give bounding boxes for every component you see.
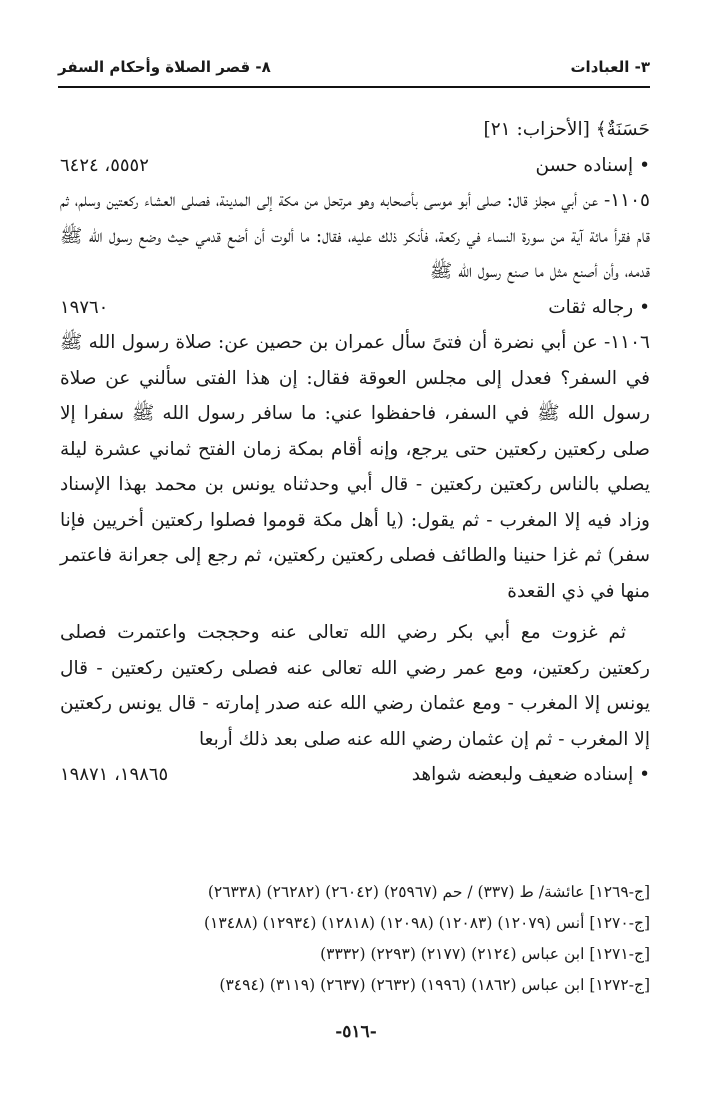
- page-number: -٥١٦-: [335, 1022, 377, 1042]
- verse-end: حَسَنَةٌ﴾ [الأحزاب: ٢١]: [483, 119, 650, 140]
- running-header: [58, 52, 650, 84]
- grade-text: • إسناده حسن: [535, 154, 650, 176]
- reference-numbers: ٥٥٥٢، ٦٤٢٤: [60, 154, 149, 176]
- reference-numbers: ١٩٨٦٥، ١٩٨٧١: [60, 764, 169, 785]
- note-line: [ج-١٢٧٠] أنس (١٢٠٧٩) (١٢٠٨٣) (١٢٠٩٨) (١٢٨١٨) (١٢٩٣٤) (١٣٤٨٨): [203, 914, 650, 932]
- grade-text: • إسناده ضعيف ولبعضه شواهد: [411, 764, 650, 785]
- book-part-title: ٣- العبادات: [570, 58, 650, 76]
- grade-line-2: [60, 290, 650, 326]
- hadith-1106: ١١٠٦- عن أبي نضرة أن فتىً سأل عمران بن حصين عن: صلاة رسول الله ﷺ في السفر؟ فعدل إلى مجلس العوقة فقال: إن هذا الفتى سألني عن صلاة رسول الله ﷺ في السفر، فاحفظوا عني: ما سافر رسول الله ﷺ سفرا إلا صلى ركعتين ركعتين حتى يرجع، وإنه أقام بمكة زمان الفتح ثماني عشرة ليلة يصلي بالناس ركعتين ركعتين - قال أبي وحدثناه يونس بن محمد بهذا الإسناد وزاد فيه إلا المغرب - ثم يقول: (يا أهل مكة قوموا فصلوا ركعتين أخريين فإنا سفر) ثم غزا حنينا والطائف فصلى ركعتين ركعتين، ثم رجع إلى جعرانة فاعتمر منها في ذي القعدة: [60, 332, 650, 602]
- note-line: [ج-١٢٦٩] عائشة/ ط (٣٣٧) / حم (٢٥٩٦٧) (٢٦٠٤٢) (٢٦٢٨٢) (٢٦٣٣٨): [207, 883, 650, 901]
- main-text: [60, 112, 650, 793]
- hadith-1105: ١١٠٥- عن أبي مجلز قال: صلى أبو موسى بأصحابه وهو مرتحل من مكة إلى المدينة، فصلى العشاء ركعتين وسلم، ثم قام فقرأ مائة آية من سورة النساء في ركعة، فأنكر ذلك عليه، فقال: ما ألوت أن أضع قدمي حيث وضع رسول الله ﷺ قدمه، وأن أصنع مثل ما صنع رسول الله ﷺ: [60, 190, 650, 282]
- note-line: [ج-١٢٧١] ابن عباس (٢١٢٤) (٢١٧٧) (٢٢٩٣) (٣٣٣٢): [320, 945, 650, 963]
- reference-numbers: ١٩٧٦٠: [60, 296, 109, 318]
- chapter-title: ٨- قصر الصلاة وأحكام السفر: [58, 58, 271, 76]
- grade-text: • رجاله ثقات: [548, 296, 650, 318]
- cross-references: [60, 877, 650, 1001]
- grade-line-1: [60, 148, 650, 184]
- note-line: [ج-١٢٧٢] ابن عباس (١٨٦٢) (١٩٩٦) (٢٦٣٢) (٢٦٣٧) (٣١١٩) (٣٤٩٤): [219, 976, 650, 994]
- hadith-1106-continuation: ثم غزوت مع أبي بكر رضي الله تعالى عنه وحججت واعتمرت فصلى ركعتين ركعتين، ومع عمر رضي الله تعالى عنه فصلى ركعتين ركعتين - قال يونس إلا المغرب - ومع عثمان رضي الله عنه صدر إمارته - قال يونس ركعتين إلا المغرب - ثم إن عثمان رضي الله عنه صلى بعد ذلك أربعا: [60, 622, 650, 750]
- grade-line-3: [60, 757, 650, 793]
- header-rule: [58, 86, 650, 88]
